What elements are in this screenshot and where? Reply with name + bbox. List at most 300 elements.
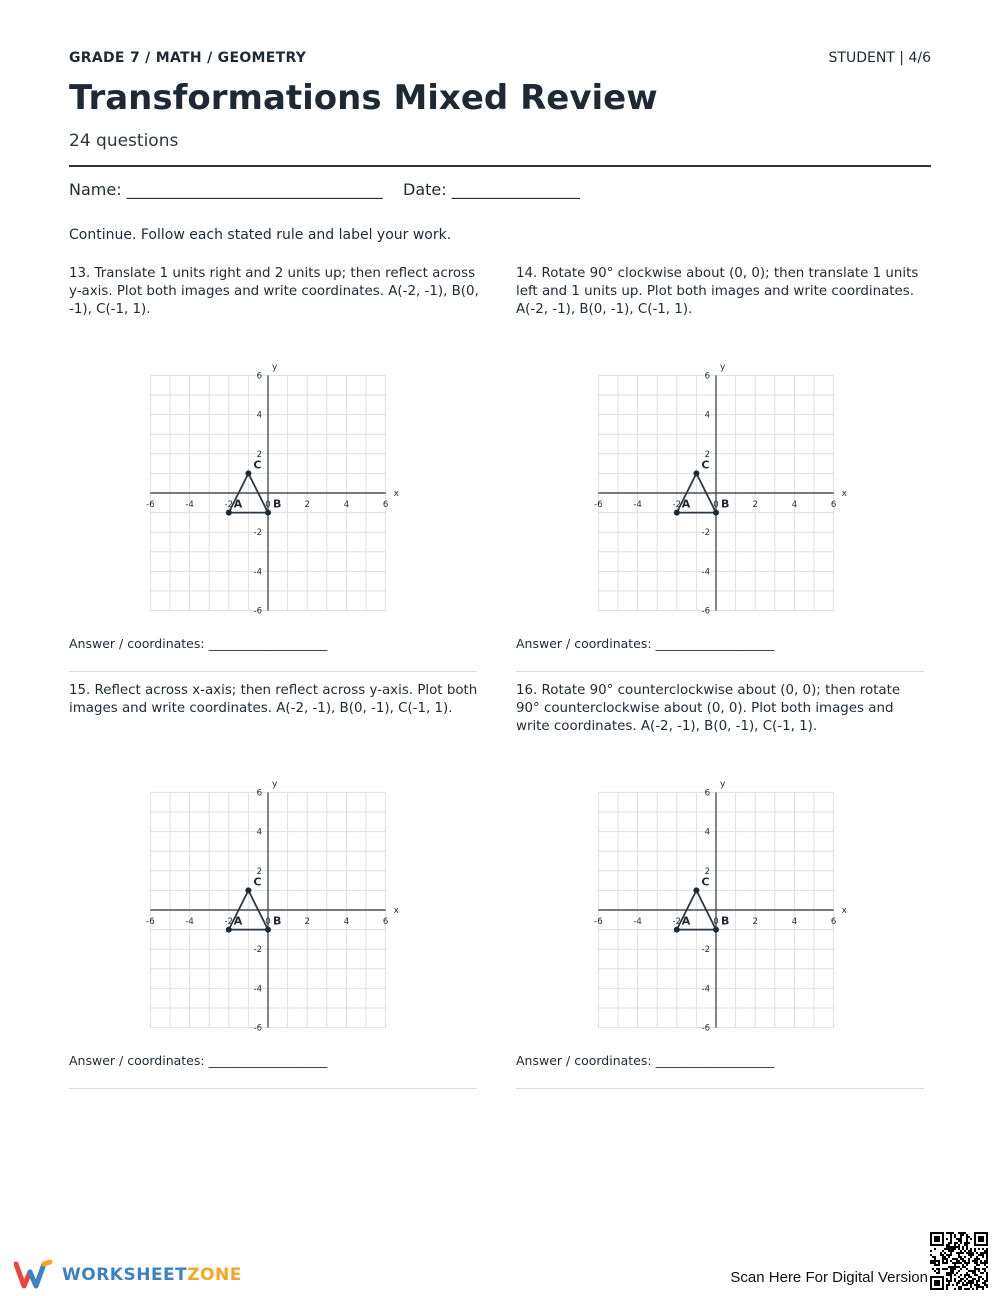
qr-module (986, 1284, 988, 1286)
qr-module (966, 1268, 968, 1270)
qr-module (962, 1282, 964, 1284)
qr-module (940, 1254, 942, 1256)
qr-module (982, 1244, 984, 1246)
x-axis-label: x (393, 906, 399, 916)
qr-module (952, 1232, 954, 1234)
qr-module (958, 1254, 960, 1256)
x-tick-label: -4 (633, 500, 642, 510)
answer-line-16[interactable]: Answer / coordinates: ___________________ (516, 1053, 775, 1068)
qr-module (932, 1268, 934, 1270)
qr-module (982, 1238, 984, 1240)
qr-module (962, 1252, 964, 1254)
qr-module (986, 1236, 988, 1238)
qr-code-icon[interactable] (930, 1232, 988, 1290)
qr-module (942, 1244, 944, 1246)
y-tick-label: 6 (256, 788, 262, 799)
qr-module (982, 1254, 984, 1256)
question-14 (516, 265, 926, 319)
logo-text-part1: WORKSHEET (62, 1265, 188, 1285)
qr-module (968, 1280, 970, 1282)
qr-module (938, 1240, 940, 1242)
qr-module (954, 1236, 956, 1238)
qr-module (938, 1270, 940, 1272)
qr-module (982, 1282, 984, 1284)
qr-module (944, 1252, 946, 1254)
coordinate-grid-15[interactable] (140, 777, 405, 1037)
qr-module (958, 1260, 960, 1262)
qr-module (932, 1288, 934, 1290)
qr-module (960, 1286, 962, 1288)
x-tick-label: 6 (382, 500, 389, 510)
qr-module (968, 1254, 970, 1256)
qr-module (958, 1244, 960, 1246)
qr-module (986, 1266, 988, 1268)
qr-module (972, 1260, 974, 1262)
qr-module (982, 1272, 984, 1274)
x-tick-label: 4 (791, 917, 798, 927)
point-a[interactable] (674, 927, 680, 933)
qr-module (974, 1272, 976, 1274)
qr-module (974, 1244, 976, 1246)
x-tick-label: -4 (633, 917, 642, 927)
qr-module (958, 1280, 960, 1282)
qr-module (974, 1284, 976, 1286)
qr-module (964, 1244, 966, 1246)
qr-module (962, 1258, 964, 1260)
qr-module (960, 1242, 962, 1244)
qr-module (930, 1234, 932, 1236)
qr-module (948, 1274, 950, 1276)
qr-module (938, 1276, 940, 1278)
x-tick-label: -6 (594, 917, 603, 927)
qr-module (986, 1240, 988, 1242)
qr-module (932, 1232, 934, 1234)
x-tick-label: 0 (713, 917, 719, 927)
qr-module (934, 1282, 936, 1284)
question-count: 24 questions (69, 131, 179, 151)
coordinate-grid-16[interactable] (588, 777, 853, 1037)
qr-module (942, 1276, 944, 1278)
qr-module (936, 1280, 938, 1282)
qr-module (934, 1284, 936, 1286)
y-axis-label: y (272, 779, 278, 790)
qr-module (978, 1264, 980, 1266)
page-title: Transformations Mixed Review (69, 78, 658, 118)
qr-module (952, 1284, 954, 1286)
qr-module (986, 1232, 988, 1234)
qr-module (962, 1246, 964, 1248)
qr-module (978, 1286, 980, 1288)
qr-module (968, 1288, 970, 1290)
qr-module (942, 1262, 944, 1264)
qr-module (950, 1238, 952, 1240)
qr-module (982, 1262, 984, 1264)
question-text: 15. Reflect across x-axis; then reflect across y-axis. Plot both images and write coordinates. A(-2, -1), B(0, -1), C(-1, 1). (69, 683, 478, 716)
qr-module (980, 1260, 982, 1262)
qr-module (972, 1254, 974, 1256)
qr-module (942, 1232, 944, 1234)
qr-module (984, 1244, 986, 1246)
qr-module (960, 1262, 962, 1264)
answer-line-13[interactable]: Answer / coordinates: ___________________ (69, 636, 328, 651)
qr-module (934, 1264, 936, 1266)
qr-module (946, 1274, 948, 1276)
x-tick-label: -2 (224, 500, 234, 510)
qr-module (984, 1262, 986, 1264)
qr-module (966, 1288, 968, 1290)
question-text: 16. Rotate 90° counterclockwise about (0, 0); then rotate 90° counterclockwise about (0, 0). Plot both images and write coordinates. A(-2, -1), B(0, -1), C(-1, 1). (516, 683, 901, 734)
qr-module (958, 1262, 960, 1264)
qr-module (954, 1242, 956, 1244)
qr-module (970, 1252, 972, 1254)
logo-text-part2: ZONE (187, 1265, 242, 1285)
qr-module (976, 1282, 978, 1284)
y-axis-label: y (720, 362, 726, 373)
qr-module (936, 1284, 938, 1286)
qr-module (946, 1232, 948, 1234)
x-tick-label: -2 (224, 917, 234, 927)
qr-module (964, 1250, 966, 1252)
qr-module (930, 1260, 932, 1262)
qr-module (930, 1232, 932, 1234)
qr-module (976, 1264, 978, 1266)
qr-module (984, 1252, 986, 1254)
qr-module (986, 1258, 988, 1260)
qr-module (980, 1238, 982, 1240)
qr-module (958, 1240, 960, 1242)
qr-module (950, 1270, 952, 1272)
qr-module (984, 1284, 986, 1286)
qr-module (976, 1260, 978, 1262)
qr-module (938, 1244, 940, 1246)
y-tick-label: 4 (256, 827, 262, 838)
point-c[interactable] (693, 887, 699, 893)
qr-module (974, 1234, 976, 1236)
qr-module (942, 1236, 944, 1238)
qr-module (954, 1280, 956, 1282)
qr-module (946, 1288, 948, 1290)
qr-module (930, 1244, 932, 1246)
qr-module (964, 1260, 966, 1262)
qr-module (962, 1266, 964, 1268)
x-tick-label: -6 (146, 500, 155, 510)
qr-module (958, 1270, 960, 1272)
y-axis-label: y (720, 779, 726, 790)
point-b[interactable] (713, 927, 719, 933)
point-label-a: A (681, 914, 691, 928)
point-a[interactable] (226, 510, 232, 516)
qr-module (942, 1282, 944, 1284)
x-axis-label: x (393, 489, 399, 499)
qr-module (986, 1272, 988, 1274)
x-tick-label: 2 (752, 917, 758, 927)
qr-module (958, 1288, 960, 1290)
qr-module (982, 1236, 984, 1238)
qr-module (976, 1262, 978, 1264)
qr-module (968, 1260, 970, 1262)
x-tick-label: 4 (343, 500, 350, 510)
qr-module (960, 1252, 962, 1254)
qr-module (974, 1248, 976, 1250)
x-tick-label: 6 (830, 917, 837, 927)
qr-module (948, 1272, 950, 1274)
point-label-a: A (233, 914, 243, 928)
y-tick-label: 4 (256, 410, 262, 421)
qr-module (954, 1288, 956, 1290)
qr-module (956, 1284, 958, 1286)
qr-module (972, 1280, 974, 1282)
x-tick-label: 0 (713, 500, 719, 510)
y-tick-label: -2 (253, 945, 262, 956)
qr-module (946, 1278, 948, 1280)
qr-module (974, 1258, 976, 1260)
qr-module (964, 1280, 966, 1282)
qr-module (938, 1264, 940, 1266)
point-a[interactable] (674, 510, 680, 516)
y-tick-label: 2 (256, 449, 262, 460)
qr-module (942, 1256, 944, 1258)
question-13 (69, 265, 479, 319)
answer-line-15[interactable]: Answer / coordinates: ___________________ (69, 1053, 328, 1068)
point-label-a: A (233, 497, 243, 511)
qr-module (974, 1236, 976, 1238)
qr-module (966, 1236, 968, 1238)
qr-module (970, 1280, 972, 1282)
qr-module (942, 1240, 944, 1242)
x-tick-label: 2 (304, 500, 310, 510)
qr-module (980, 1254, 982, 1256)
qr-module (956, 1272, 958, 1274)
qr-module (956, 1266, 958, 1268)
qr-module (968, 1282, 970, 1284)
qr-module (942, 1254, 944, 1256)
point-c[interactable] (245, 887, 251, 893)
name-date-line[interactable]: Name: ________________________________ Date: ________________ (69, 180, 580, 199)
qr-module (986, 1234, 988, 1236)
qr-module (948, 1282, 950, 1284)
x-tick-label: 0 (265, 500, 271, 510)
qr-module (954, 1246, 956, 1248)
qr-module (966, 1282, 968, 1284)
qr-module (942, 1238, 944, 1240)
point-c[interactable] (693, 470, 699, 476)
qr-module (976, 1280, 978, 1282)
qr-module (964, 1276, 966, 1278)
point-b[interactable] (713, 510, 719, 516)
qr-module (948, 1242, 950, 1244)
qr-module (950, 1232, 952, 1234)
qr-module (930, 1288, 932, 1290)
qr-module (972, 1288, 974, 1290)
qr-module (946, 1258, 948, 1260)
qr-module (930, 1276, 932, 1278)
qr-module (930, 1242, 932, 1244)
y-tick-label: 6 (256, 371, 262, 382)
qr-module (970, 1250, 972, 1252)
qr-module (986, 1250, 988, 1252)
qr-module (954, 1244, 956, 1246)
qr-module (984, 1280, 986, 1282)
x-axis-label: x (841, 906, 847, 916)
qr-module (982, 1268, 984, 1270)
qr-module (936, 1276, 938, 1278)
qr-module (974, 1240, 976, 1242)
qr-module (946, 1286, 948, 1288)
qr-module (942, 1234, 944, 1236)
qr-module (952, 1246, 954, 1248)
qr-module (942, 1242, 944, 1244)
qr-module (952, 1270, 954, 1272)
qr-module (932, 1244, 934, 1246)
qr-module (934, 1258, 936, 1260)
qr-module (982, 1278, 984, 1280)
qr-module (986, 1260, 988, 1262)
x-tick-label: 2 (752, 500, 758, 510)
qr-module (966, 1272, 968, 1274)
x-tick-label: -4 (185, 500, 194, 510)
qr-module (970, 1276, 972, 1278)
qr-module (956, 1260, 958, 1262)
qr-module (970, 1238, 972, 1240)
qr-module (938, 1288, 940, 1290)
qr-module (936, 1244, 938, 1246)
qr-module (974, 1268, 976, 1270)
qr-module (978, 1238, 980, 1240)
qr-module (986, 1256, 988, 1258)
qr-module (980, 1232, 982, 1234)
x-axis-label: x (841, 489, 847, 499)
qr-module (954, 1234, 956, 1236)
coordinate-grid-14[interactable] (588, 360, 853, 620)
qr-module (942, 1286, 944, 1288)
qr-module (976, 1252, 978, 1254)
y-tick-label: -4 (253, 984, 262, 995)
qr-module (960, 1288, 962, 1290)
qr-module (984, 1264, 986, 1266)
qr-module (940, 1276, 942, 1278)
qr-module (936, 1240, 938, 1242)
qr-module (968, 1274, 970, 1276)
qr-module (938, 1260, 940, 1262)
qr-module (972, 1272, 974, 1274)
qr-module (984, 1250, 986, 1252)
qr-module (972, 1270, 974, 1272)
qr-module (976, 1232, 978, 1234)
qr-module (930, 1262, 932, 1264)
qr-module (950, 1260, 952, 1262)
qr-module (946, 1284, 948, 1286)
qr-module (950, 1252, 952, 1254)
qr-module (980, 1272, 982, 1274)
qr-module (976, 1244, 978, 1246)
qr-module (972, 1252, 974, 1254)
qr-module (986, 1248, 988, 1250)
qr-module (938, 1236, 940, 1238)
qr-module (978, 1248, 980, 1250)
qr-module (938, 1272, 940, 1274)
qr-module (978, 1280, 980, 1282)
qr-module (948, 1254, 950, 1256)
answer-line-14[interactable]: Answer / coordinates: ___________________ (516, 636, 775, 651)
qr-module (950, 1268, 952, 1270)
qr-module (982, 1232, 984, 1234)
point-label-a: A (681, 497, 691, 511)
qr-module (930, 1280, 932, 1282)
qr-module (956, 1262, 958, 1264)
qr-module (950, 1242, 952, 1244)
worksheetzone-logo[interactable] (14, 1258, 274, 1292)
qr-module (946, 1254, 948, 1256)
qr-module (936, 1282, 938, 1284)
qr-module (982, 1240, 984, 1242)
question-divider (69, 1088, 477, 1089)
qr-module (960, 1268, 962, 1270)
qr-module (960, 1236, 962, 1238)
qr-module (962, 1234, 964, 1236)
qr-module (956, 1258, 958, 1260)
point-b[interactable] (265, 927, 271, 933)
x-tick-label: -2 (672, 917, 682, 927)
logo-text (62, 1265, 242, 1285)
point-a[interactable] (226, 927, 232, 933)
qr-module (934, 1270, 936, 1272)
y-tick-label: 2 (704, 449, 710, 460)
point-label-b: B (273, 497, 282, 511)
qr-module (974, 1262, 976, 1264)
question-divider (516, 671, 924, 672)
qr-module (960, 1238, 962, 1240)
qr-module (932, 1262, 934, 1264)
qr-module (962, 1232, 964, 1234)
y-tick-label: -2 (253, 528, 262, 539)
qr-module (976, 1258, 978, 1260)
point-b[interactable] (265, 510, 271, 516)
qr-module (968, 1270, 970, 1272)
qr-module (980, 1252, 982, 1254)
qr-module (968, 1252, 970, 1254)
x-tick-label: -6 (594, 500, 603, 510)
qr-module (980, 1240, 982, 1242)
header-divider (69, 165, 931, 167)
qr-module (974, 1270, 976, 1272)
y-tick-label: -6 (701, 606, 710, 617)
x-tick-label: -2 (672, 500, 682, 510)
qr-module (960, 1256, 962, 1258)
qr-module (980, 1286, 982, 1288)
qr-module (986, 1244, 988, 1246)
qr-module (964, 1284, 966, 1286)
qr-module (966, 1240, 968, 1242)
coordinate-grid-13[interactable] (140, 360, 405, 620)
qr-module (950, 1254, 952, 1256)
qr-module (962, 1284, 964, 1286)
qr-module (954, 1278, 956, 1280)
qr-module (956, 1238, 958, 1240)
qr-module (936, 1260, 938, 1262)
qr-module (984, 1268, 986, 1270)
qr-module (986, 1286, 988, 1288)
qr-module (950, 1280, 952, 1282)
qr-module (956, 1252, 958, 1254)
point-c[interactable] (245, 470, 251, 476)
qr-module (956, 1282, 958, 1284)
qr-module (946, 1272, 948, 1274)
y-tick-label: -2 (701, 945, 710, 956)
page-info: STUDENT | 4/6 (828, 50, 931, 66)
qr-module (982, 1252, 984, 1254)
y-tick-label: -4 (701, 567, 710, 578)
qr-module (980, 1276, 982, 1278)
